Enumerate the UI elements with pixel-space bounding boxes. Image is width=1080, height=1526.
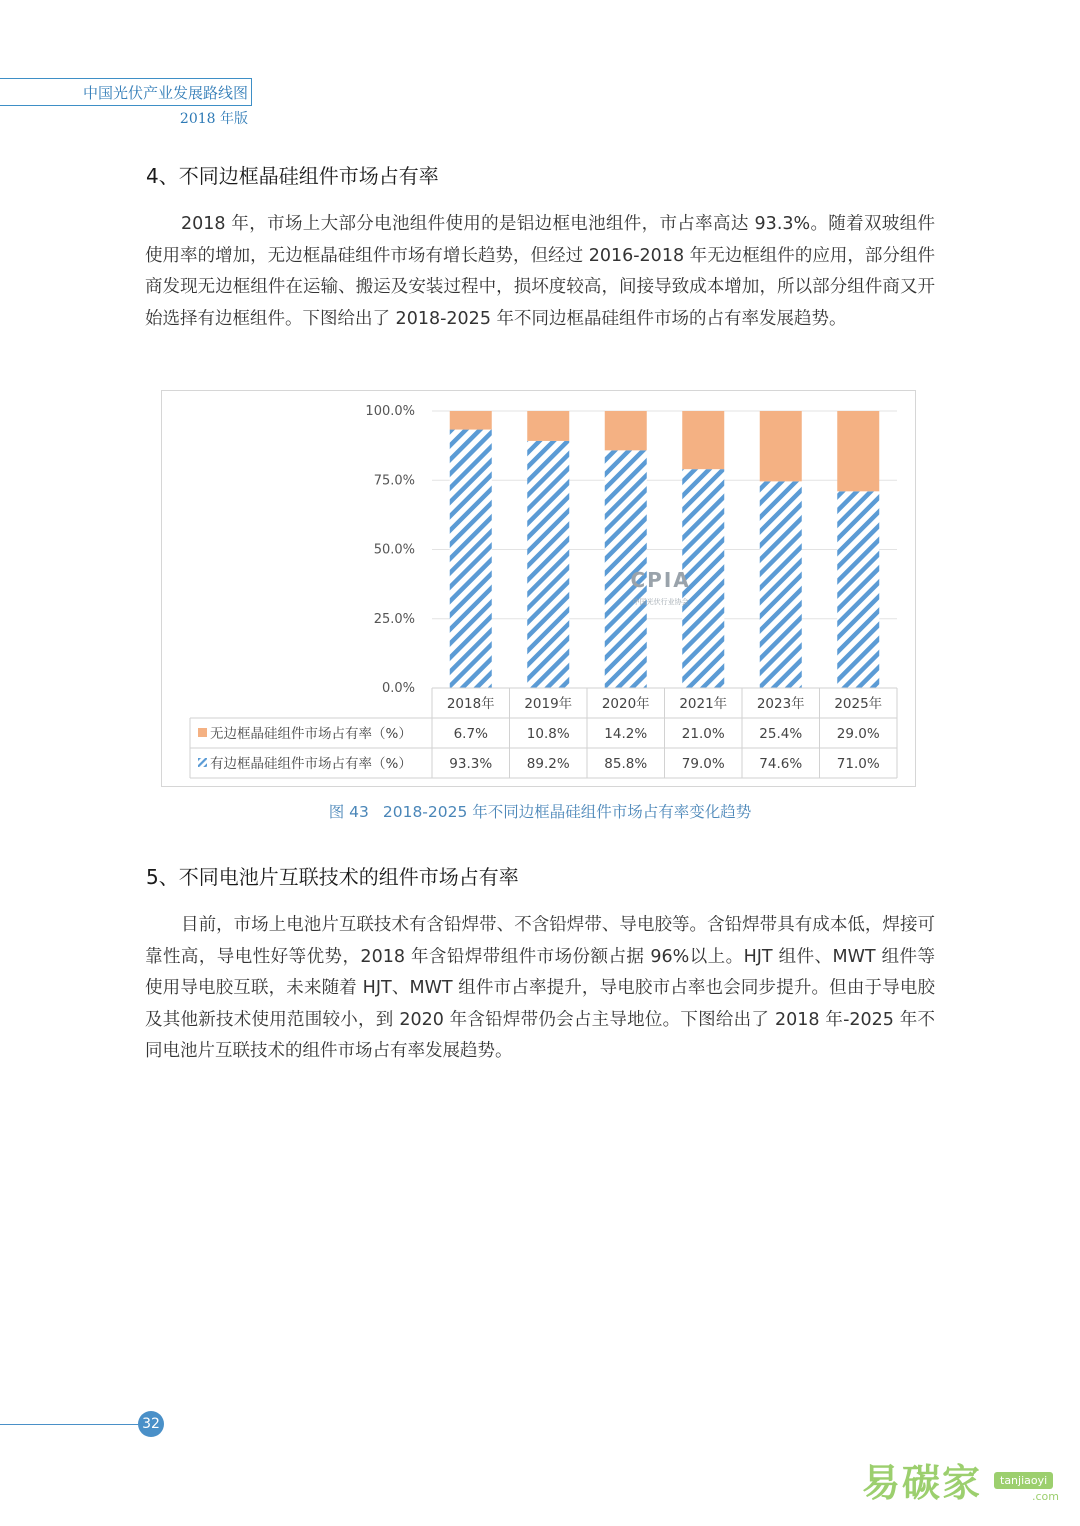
x-category-label: 2021年	[679, 696, 728, 712]
section-4-paragraph	[145, 209, 935, 335]
bar-frameless	[760, 411, 802, 481]
bar-frameless	[682, 411, 724, 469]
header-edition: 2018 年版	[179, 111, 248, 127]
table-data-label: 10.8%	[526, 726, 570, 742]
cpia-watermark-sub: 中国光伏行业协会	[632, 598, 689, 606]
table-data-label: 25.4%	[759, 726, 803, 742]
section-4-heading: 4、不同边框晶硅组件市场占有率	[146, 164, 439, 188]
page-number: 32	[138, 1411, 164, 1437]
legend-series-name: 有边框晶硅组件市场占有率（%）	[210, 756, 412, 772]
site-watermark-logo	[862, 1452, 1072, 1512]
x-category-label: 2023年	[756, 696, 805, 712]
x-category-label: 2019年	[524, 696, 573, 712]
chart-frame	[161, 390, 916, 787]
watermark-cn: 易碳家	[862, 1461, 983, 1505]
bar-framed	[527, 441, 569, 688]
bar-frameless	[605, 411, 647, 450]
bar-framed	[837, 491, 879, 688]
legend-series-name: 无边框晶硅组件市场占有率（%）	[210, 726, 412, 742]
figure-caption	[0, 800, 1080, 822]
x-category-label: 2020年	[601, 696, 650, 712]
watermark-en: tanjiaoyi	[994, 1472, 1053, 1489]
section-4-text: 2018 年，市场上大部分电池组件使用的是铝边框电池组件，市占率高达 93.3%。随着双玻组件使用率的增加，无边框晶硅组件市场有增长趋势，但经过 2016-2018 年无边框组件的应用，部分组件商发现无边框组件在运输、搬运及安装过程中，损坏度较高，间接导致成本增加，所以部分组件商又开始选择有边框组件。下图给出了 2018-2025 年不同边框晶硅组件市场的占有率发展趋势。	[145, 214, 935, 329]
table-data-label: 74.6%	[759, 756, 803, 772]
header-title: 中国光伏产业发展路线图	[82, 84, 248, 102]
section-5-heading: 5、不同电池片互联技术的组件市场占有率	[146, 865, 519, 889]
bar-frameless	[527, 411, 569, 441]
bar-frameless	[837, 411, 879, 491]
figure-number: 图 43	[328, 803, 369, 821]
table-data-label: 6.7%	[453, 726, 488, 742]
table-data-label: 71.0%	[836, 756, 880, 772]
y-tick-label: 75.0%	[373, 473, 415, 489]
cpia-watermark: CPIA	[630, 568, 691, 592]
legend-swatch-frameless	[198, 728, 207, 737]
y-tick-label: 100.0%	[365, 404, 415, 419]
x-category-label: 2025年	[834, 696, 883, 712]
section-5-paragraph	[145, 910, 935, 1068]
y-tick-label: 25.0%	[373, 611, 415, 627]
legend-swatch-framed	[198, 758, 207, 767]
bar-frameless	[450, 411, 492, 430]
bar-framed	[450, 430, 492, 688]
figure-caption-text: 2018-2025 年不同边框晶硅组件市场占有率变化趋势	[382, 803, 752, 821]
table-data-label: 85.8%	[604, 756, 648, 772]
footer-line	[0, 1424, 140, 1425]
watermark-com: .com	[1032, 1490, 1059, 1503]
x-category-label: 2018年	[446, 696, 495, 712]
table-data-label: 93.3%	[449, 756, 493, 772]
table-data-label: 89.2%	[526, 756, 570, 772]
stacked-bar-chart	[162, 391, 914, 785]
table-data-label: 79.0%	[681, 756, 725, 772]
y-tick-label: 0.0%	[381, 681, 415, 696]
table-data-label: 14.2%	[604, 726, 648, 742]
section-5-text: 目前，市场上电池片互联技术有含铅焊带、不含铅焊带、导电胶等。含铅焊带具有成本低，焊接可靠性高，导电性好等优势，2018 年含铅焊带组件市场份额占据 96%以上。HJT 组件、MWT 组件等使用导电胶互联，未来随着 HJT、MWT 组件市占率提升，导电胶市占率也会同步提升。但由于导电胶及其他新技术使用范围较小，到 2020 年含铅焊带仍会占主导地位。下图给出了 2018 年-2025 年不同电池片互联技术的组件市场占有率发展趋势。	[145, 915, 935, 1061]
table-data-label: 21.0%	[681, 726, 725, 742]
bar-framed	[760, 481, 802, 688]
table-data-label: 29.0%	[836, 726, 880, 742]
y-tick-label: 50.0%	[373, 542, 415, 558]
